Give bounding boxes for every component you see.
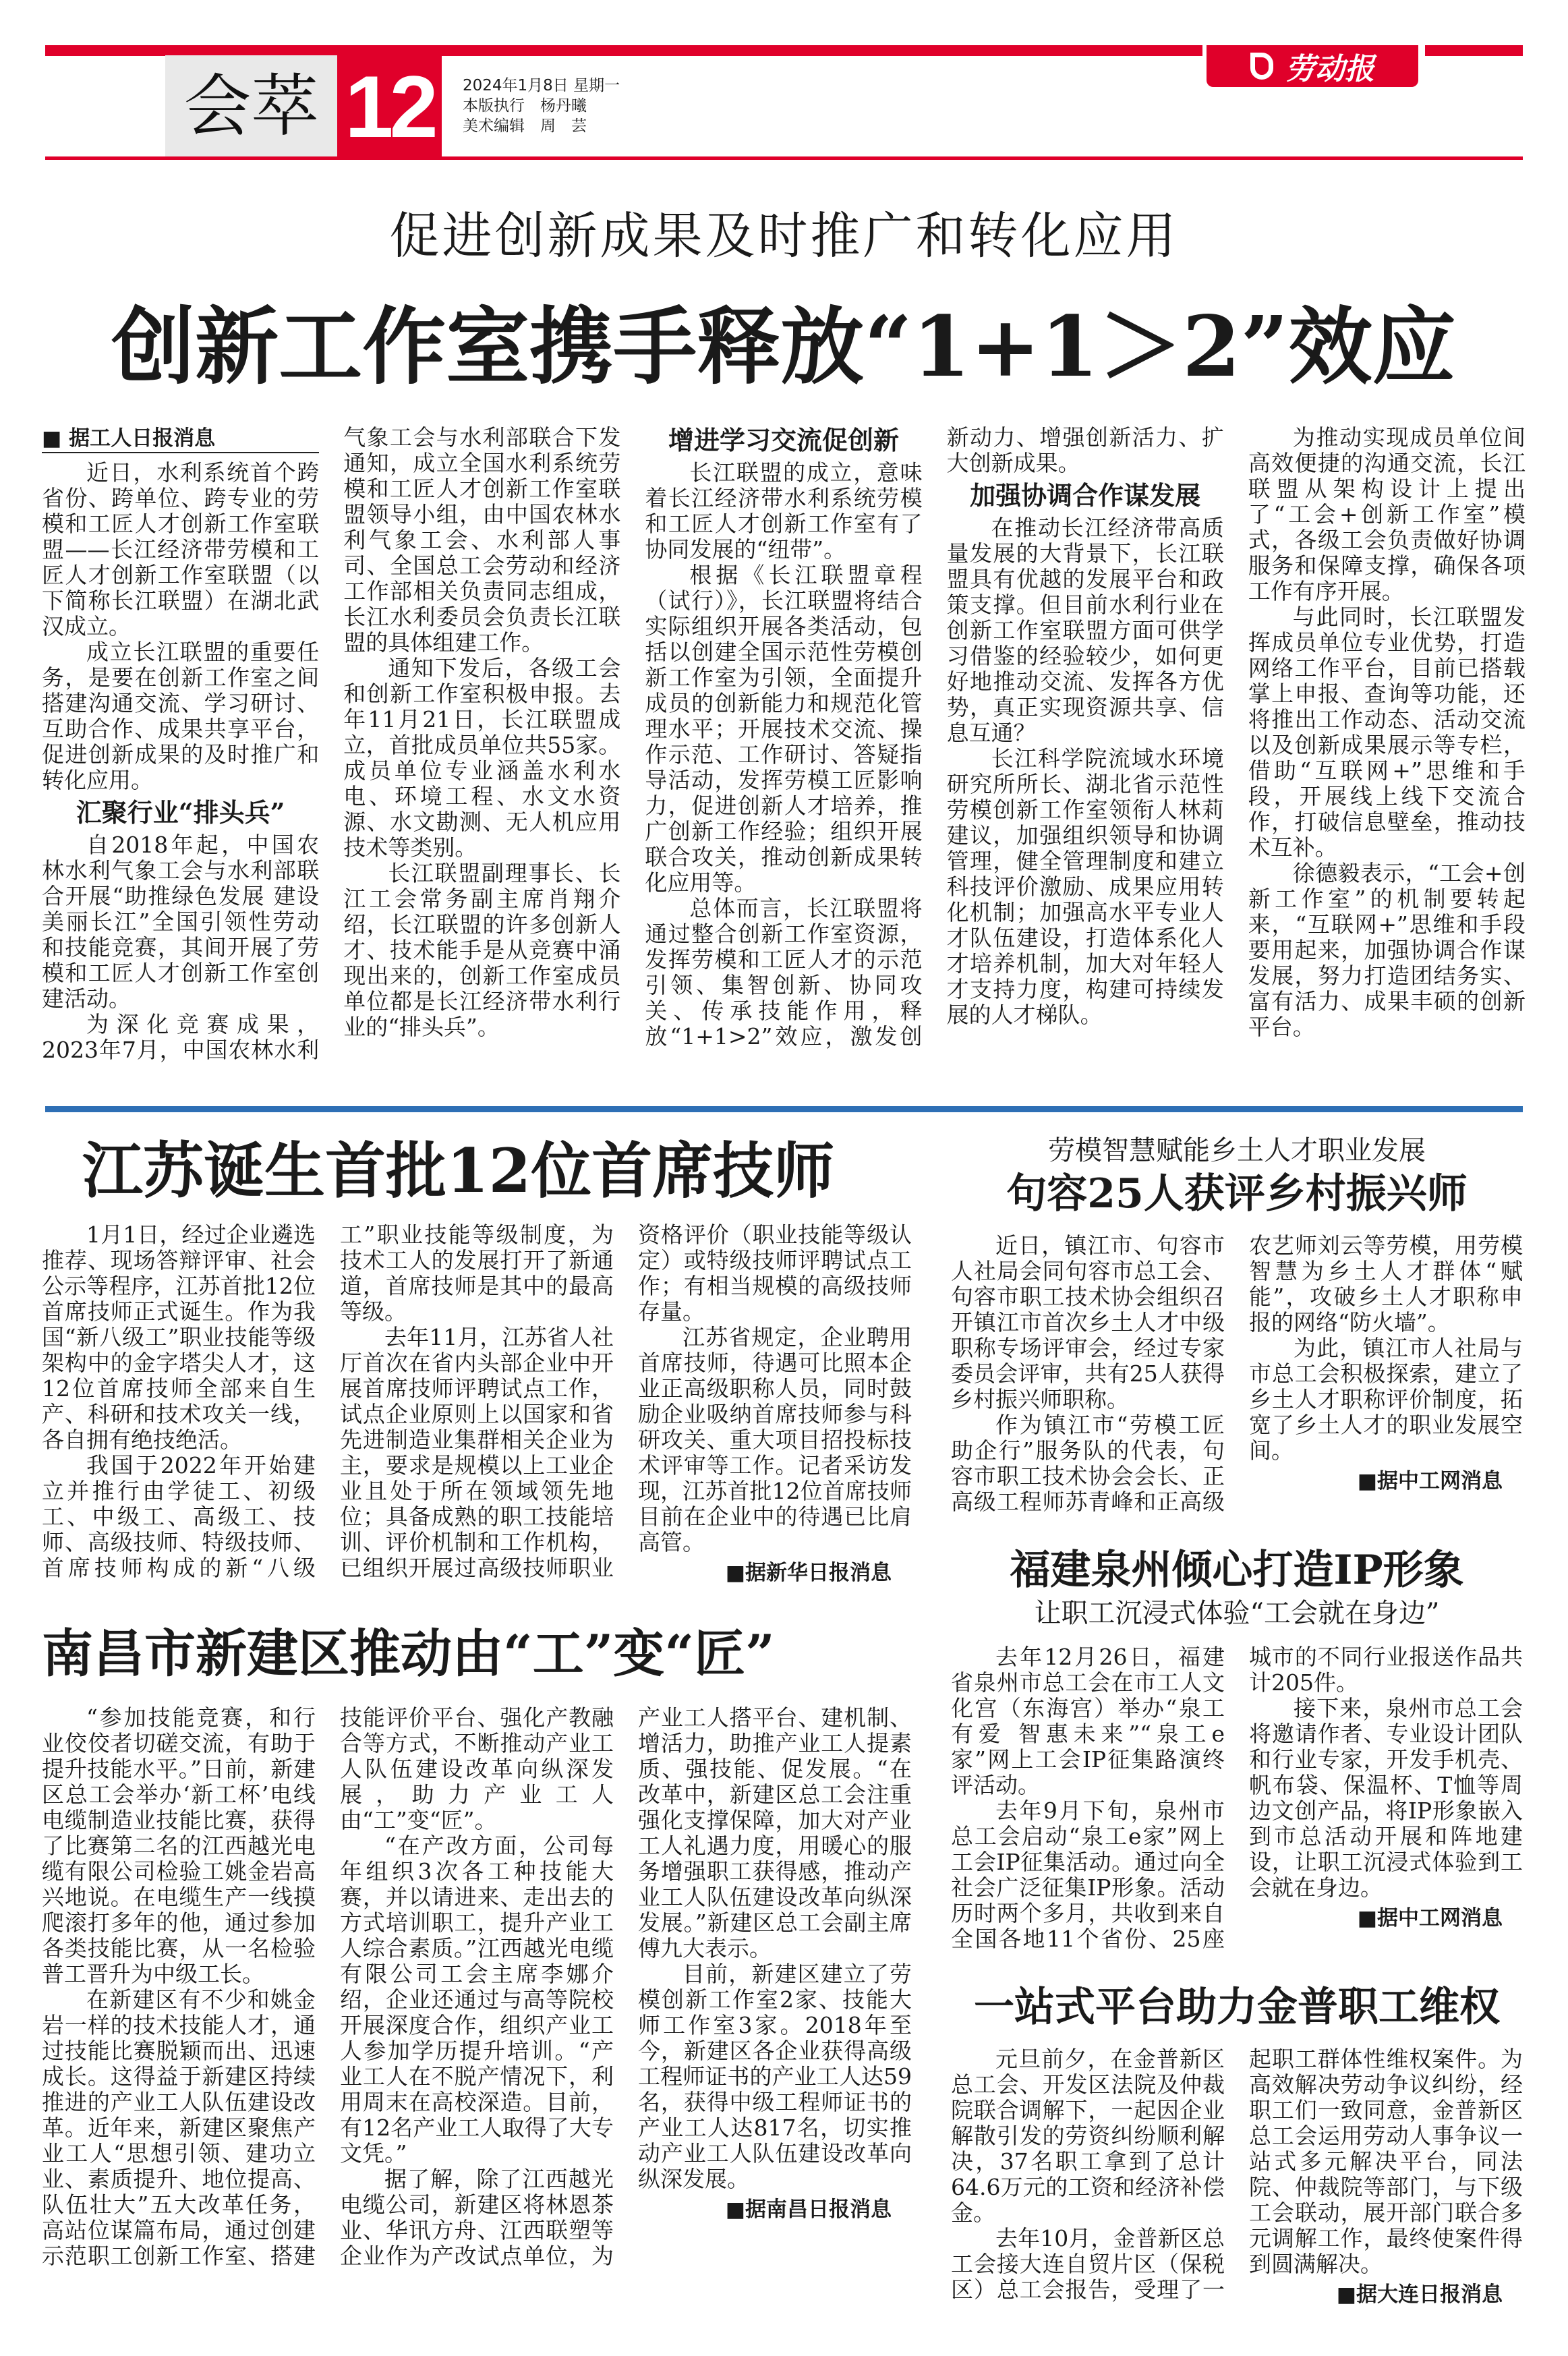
paragraph: 去年10月，金普新区总工会接大连自贸片区（保税区）总工会报告，受理了一起职工群体性维权案件。为高效解决劳动争议纠纷，经职工们一致同意，金普新区总工会运用劳动人事争议一站式多元解决平台，同法院、仲裁院等部门，与下级工会联动，展开部门联合多元调解工作，最终使案件得到圆满解决。: [951, 2046, 1523, 2303]
jurong-headline: 句容25人获评乡村振兴师: [1006, 1170, 1468, 1217]
paragraph: 目前，新建区建立了劳模创新工作室2家、技能大师工作室3家。2018年至今，新建区各企业获得高级工程师证书的产业工人达59名，获得中级工程师证书的产业工人达817名，切实推动产业工人队伍建设改革向纵深发展。: [638, 1961, 912, 2192]
paragraph: 江苏省规定，企业聘用首席技师，待遇可比照本企业正高级职称人员，同时鼓励企业吸纳首席技师参与科研攻关、重大项目招投标技术评审等工作。记者采访发现，江苏首批12位首席技师目前在企业中的待遇已比肩高管。: [638, 1324, 912, 1555]
quanzhou-subtitle: 让职工沉浸式体验“工会就在身边”: [1034, 1598, 1440, 1629]
art-editor: 美术编辑 周 芸: [463, 117, 587, 135]
paragraph: 总体而言，长江联盟将通过整合创新工作室资源，发挥劳模和工匠人才的示范引领、集智创新、协同攻关、传承技能作用，释放“1+1>2”效应，激发创新动力、增强创新活力、扩大创新成果。: [645, 424, 1224, 1050]
paragraph: 自2018年起，中国农林水利气象工会与水利部联合开展“助推绿色发展 建设美丽长江”全国引领性劳动和技能竞赛，其间开展了劳模和工匠人才创新工作室创建活动。: [42, 832, 320, 1012]
section-divider: [45, 1106, 1523, 1112]
paragraph: 通知下发后，各级工会和创新工作室积极申报。去年11月21日，长江联盟成立，首批成员单位共55家。成员单位专业涵盖水利水电、环境工程、水文水资源、水文勘测、无人机应用技术等类别。: [343, 655, 621, 861]
executive-editor: 本版执行 杨丹曦: [463, 97, 587, 115]
lead-article-body: [42, 425, 1526, 1063]
paragraph: 去年12月26日，福建省泉州市总工会在市工人文化宫（东海宫）举办“泉工有爱 智惠未来”“泉工e家”网上工会IP征集路演终评活动。: [951, 1644, 1225, 1798]
masthead-top-bar-right: [1425, 45, 1523, 56]
jurong-subtitle: 劳模智慧赋能乡土人才职业发展: [1048, 1135, 1426, 1166]
subhead: 汇聚行业“排头兵”: [76, 797, 285, 828]
paragraph: 作为镇江市“劳模工匠助企行”服务队的代表，句容市职工技术协会会长、正高级工程师苏青峰和正高级农艺师刘云等劳模，用劳模智慧为乡土人才群体“赋能”，攻破乡土人才职称申报的网络“防火墙”。: [951, 1232, 1523, 1515]
issue-meta: [463, 76, 620, 136]
paragraph: 接下来，泉州市总工会将邀请作者、专业设计团队和行业专家，开发手机壳、帆布袋、保温杯、T恤等周边文创产品，将IP形象嵌入到市总活动开展和阵地建设，让职工沉浸式体验到工会就在身边。: [1249, 1695, 1523, 1901]
paragraph: 近日，镇江市、句容市人社局会同句容市总工会、句容市职工技术协会组织召开镇江市首次乡土人才中级职称专场评审会，经过专家委员会评审，共有25人获得乡村振兴师职称。: [951, 1232, 1225, 1412]
nanchang-source: ■据南昌日报消息: [725, 2197, 892, 2222]
jurong-article-body: [951, 1233, 1523, 1515]
paragraph: 长江联盟的成立，意味着长江经济带水利系统劳模和工匠人才创新工作室有了协同发展的“纽带”。: [645, 459, 923, 563]
paragraph: 长江联盟副理事长、长江工会常务副主席肖翔介绍，长江联盟的许多创新人才、技术能手是从竞赛中涌现出来的，创新工作室成员单位都是长江经济带水利行业的“排头兵”。: [343, 860, 621, 1040]
jinpu-article-body: [951, 2046, 1523, 2308]
paragraph: 与此同时，长江联盟发挥成员单位专业优势，打造网络工作平台，目前已搭载掌上申报、查询等功能，还将推出工作动态、活动交流以及创新成果展示等专栏，借助“互联网+”思维和手段，开展线上线下交流合作，打破信息壁垒，推动技术互补。: [1248, 604, 1526, 861]
logo-text: 劳动报: [1285, 52, 1374, 86]
nanchang-article-body: [42, 1705, 912, 2269]
jinpu-headline: 一站式平台助力金普职工维权: [974, 1984, 1500, 2031]
jiangsu-source: ■据新华日报消息: [725, 1561, 892, 1585]
paragraph: 近日，水利系统首个跨省份、跨单位、跨专业的劳模和工匠人才创新工作室联盟——长江经济带劳模和工匠人才创新工作室联盟（以下简称长江联盟）在湖北武汉成立。: [42, 459, 320, 639]
paragraph: “参加技能竞赛，和行业佼佼者切磋交流，有助于提升技能水平。”日前，新建区总工会举办‘新工杯’电线电缆制造业技能比赛，获得了比赛第二名的江西越光电缆有限公司检验工姚金岩高兴地说。在电缆生产一线摸爬滚打多年的他，通过参加各类技能比赛，从一名检验普工晋升为中级工长。: [42, 1704, 316, 1987]
paragraph: 在推动长江经济带高质量发展的大背景下，长江联盟具有优越的发展平台和政策支撑。但目前水利行业在创新工作室联盟方面可供学习借鉴的经验较少，如何更好地推动交流、发挥各方优势，真正实现资源共享、信息互通？: [946, 515, 1224, 746]
paragraph: 元旦前夕，在金普新区总工会、开发区法院及仲裁院联合调解下，一起因企业解散引发的劳资纠纷顺利解决，37名职工拿到了总计64.6万元的工资和经济补偿金。: [951, 2046, 1225, 2226]
jurong-source: ■据中工网消息: [1357, 1469, 1503, 1493]
masthead-top-bar: [45, 45, 1202, 56]
section-name: 会萃: [165, 55, 337, 158]
paragraph: 去年11月，江苏省人社厅首次在省内头部企业中开展首席技师评聘试点工作，试点企业原则上以国家和省先进制造业集群相关企业为主，要求是规模以上工业企业且处于所在领域领先地位；具备成熟的职工技能培训、评价机制和工作机构，已组织开展过高级技师职业资格评价（职业技能等级认定）或特级技师评聘试点工作；有相当规模的高级技师存量。: [340, 1222, 912, 1581]
quanzhou-article-body: [951, 1644, 1523, 1952]
subhead: 增进学习交流促创新: [668, 425, 899, 455]
subhead: 加强协调合作谋发展: [970, 480, 1201, 511]
masthead-bottom-rule: [45, 156, 1523, 160]
paragraph: “在产改方面，公司每年组织3次各工种技能大赛，并以请进来、走出去的方式培训职工，提升产业工人综合素质。”江西越光电缆有限公司工会主席李娜介绍，企业还通过与高等院校开展深度合作，组织产业工人参加学历提升培训。“产业工人在不脱产情况下，利用周末在高校深造。目前，有12名产业工人取得了大专文凭。”: [340, 1833, 614, 2166]
jiangsu-article-body: [42, 1222, 912, 1586]
paragraph: 为此，镇江市人社局与市总工会积极探索，建立了乡土人才职称评价制度，拓宽了乡土人才的职业发展空间。: [1249, 1335, 1523, 1464]
right-stack: [951, 1133, 1523, 2308]
paragraph: 根据《长江联盟章程（试行）》，长江联盟将结合实际组织开展各类活动，包括以创建全国示范性劳模创新工作室为引领，全面提升成员的创新能力和规范化管理水平；开展技术交流、操作示范、工作研讨、答疑指导活动，发挥劳模工匠影响力，促进创新人才培养，推广创新工作经验；组织开展联合攻关，推动创新成果转化应用等。: [645, 562, 923, 896]
paragraph: 在新建区有不少和姚金岩一样的技术技能人才，通过技能比赛脱颖而出、迅速成长。这得益于新建区持续推进的产业工人队伍建设改革。近年来，新建区聚焦产业工人“思想引领、建功立业、素质提升、地位提高、队伍壮大”五大改革任务，高站位谋篇布局，通过创建示范职工创新工作室、搭建技能评价平台、强化产教融合等方式，不断推动产业工人队伍建设改革向纵深发展，助力产业工人由“工”变“匠”。: [42, 1704, 614, 2269]
paragraph: 1月1日，经过企业遴选推荐、现场答辩评审、社会公示等程序，江苏首批12位首席技师正式诞生。作为我国“新八级工”职业技能等级架构中的金字塔尖人才，这12位首席技师全部来自生产、科研和技术攻关一线，各自拥有绝技绝活。: [42, 1222, 316, 1453]
quanzhou-source: ■据中工网消息: [1357, 1906, 1503, 1930]
quanzhou-headline: 福建泉州倾心打造IP形象: [1010, 1547, 1464, 1594]
jinpu-source: ■据大连日报消息: [1336, 2282, 1503, 2307]
nanchang-headline: 南昌市新建区推动由“工”变“匠”: [42, 1624, 775, 1684]
issue-date: 2024年1月8日 星期一: [463, 77, 620, 94]
paragraph: 我国于2022年开始建立并推行由学徒工、初级工、中级工、高级工、技师、高级技师、特级技师、首席技师构成的新“八级工”职业技能等级制度，为技术工人的发展打开了新通道，首席技师是其中的最高等级。: [42, 1222, 614, 1581]
jiangsu-headline: 江苏诞生首批12位首席技师: [82, 1135, 835, 1207]
paragraph: 成立长江联盟的重要任务，是要在创新工作室之间搭建沟通交流、学习研讨、互助合作、成果共享平台，促进创新成果的及时推广和转化应用。: [42, 639, 320, 793]
newspaper-logo[interactable]: [1207, 45, 1418, 87]
lead-source: ■ 据工人日报消息: [42, 425, 319, 453]
lead-subtitle: 促进创新成果及时推广和转化应用: [389, 207, 1179, 265]
paragraph: 长江科学院流域水环境研究所所长、湖北省示范性劳模创新工作室领衔人林莉建议，加强组织领导和协调管理，健全管理制度和建立科技评价激励、成果应用转化机制；加强高水平专业人才队伍建设，打造体系化人才培养机制，加大对年轻人才支持力度，构建可持续发展的人才梯队。: [946, 745, 1224, 1028]
paragraph: 去年9月下旬，泉州市总工会启动“泉工e家”网上工会IP征集活动。通过向全社会广泛征集IP形象。活动历时两个多月，共收到来自全国各地11个省份、25座城市的不同行业报送作品共计205件。: [951, 1644, 1523, 1952]
left-stack: [42, 1133, 912, 2269]
page-number: 12: [337, 55, 442, 158]
paragraph: 为深化竞赛成果，2023年7月，中国农林水利气象工会与水利部联合下发通知，成立全国水利系统劳模和工匠人才创新工作室联盟领导小组，由中国农林水利气象工会、水利部人事司、全国总工会劳动和经济工作部相关负责同志组成，长江水利委员会负责长江联盟的具体组建工作。: [42, 424, 621, 1063]
paragraph: 徐德毅表示，“工会+创新工作室”的机制要转起来，“互联网+”思维和手段要用起来，加强协调合作谋发展，努力打造团结务实、富有活力、成果丰硕的创新平台。: [1248, 860, 1526, 1040]
lead-headline: 创新工作室携手释放“1+1＞2”效应: [111, 298, 1456, 396]
logo-mark-icon: [1250, 53, 1273, 80]
paragraph: 为推动实现成员单位间高效便捷的沟通交流，长江联盟从架构设计上提出了“工会+创新工作室”模式，各级工会负责做好协调服务和保障支撑，确保各项工作有序开展。: [1248, 424, 1526, 604]
paragraph: 据了解，除了江西越光电缆公司，新建区将林恩茶业、华讯方舟、江西联塑等企业作为产改试点单位，为产业工人搭平台、建机制、增活力，助推产业工人提素质、强技能、促发展。“在改革中，新建区总工会注重强化支撑保障，加大对产业工人礼遇力度，用暖心的服务增强职工获得感，推动产业工人队伍建设改革向纵深发展。”新建区总工会副主席傅九大表示。: [340, 1704, 912, 2269]
